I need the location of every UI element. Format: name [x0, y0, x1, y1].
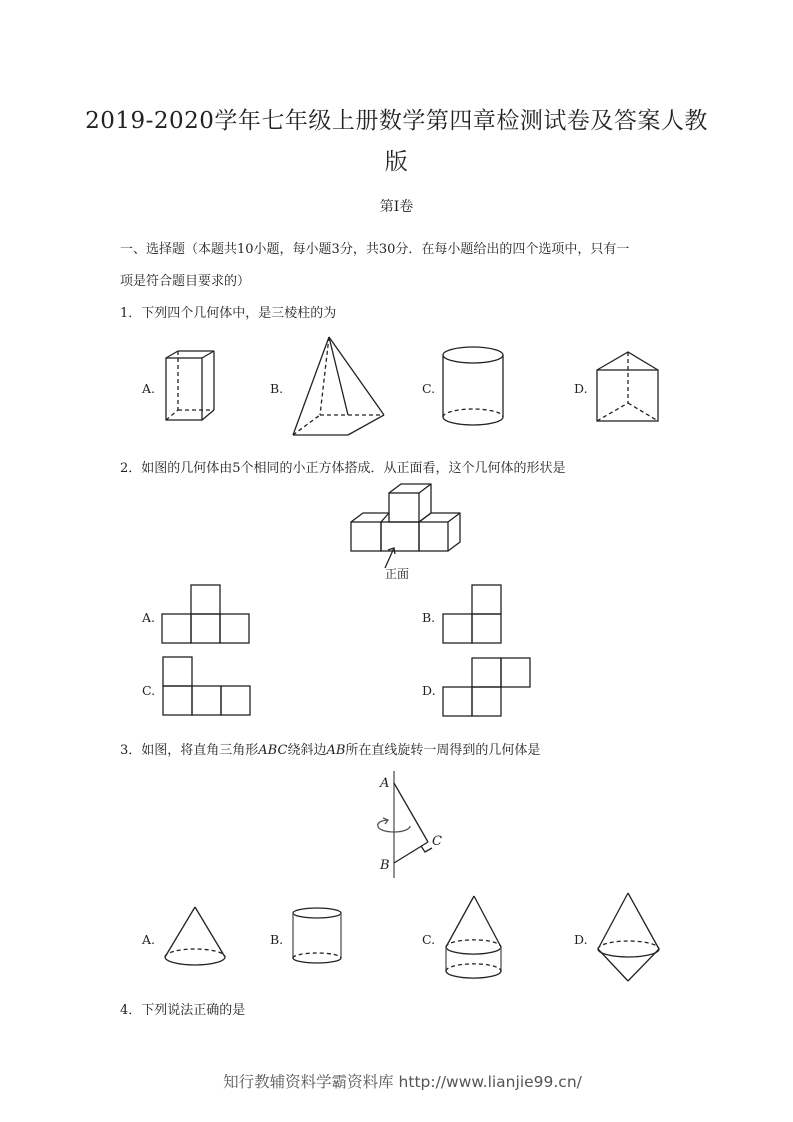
document-title-line2: 版 — [384, 149, 409, 175]
question-3 — [120, 739, 540, 758]
cone-on-cylinder-icon — [443, 893, 508, 983]
q1-option-d-label: D. — [574, 381, 588, 396]
cylinder-icon — [291, 905, 351, 970]
point-b-label: B — [380, 858, 390, 873]
cube-stack-figure — [348, 482, 468, 562]
rectangular-prism-icon — [160, 348, 220, 428]
volume-label: 第Ⅰ卷 — [379, 199, 414, 215]
front-view-option-a — [160, 583, 255, 645]
q1-option-b-label: B. — [270, 381, 284, 396]
square-pyramid-icon — [290, 335, 390, 440]
question-1 — [120, 302, 336, 321]
question-text-part: 所在直线旋转一周得到的几何体是 — [345, 743, 541, 758]
q3-option-d-label: D. — [574, 932, 588, 947]
q1-option-a-label: A. — [142, 381, 156, 396]
q3-option-c-label: C. — [422, 932, 436, 947]
question-text-part: 绕斜边 — [287, 743, 327, 758]
question-text: 如图的几何体由5个相同的小正方体搭成．从正面看，这个几何体的形状是 — [141, 461, 566, 476]
q2-option-a-label: A. — [142, 610, 156, 625]
q3-option-b-label: B. — [270, 932, 284, 947]
front-view-option-c — [161, 655, 256, 719]
section-heading-line2: 项是符合题目要求的） — [120, 274, 251, 289]
cylinder-icon — [440, 345, 510, 435]
question-2 — [120, 457, 566, 476]
question-text: 下列四个几何体中，是三棱柱的为 — [141, 306, 337, 321]
front-view-option-d — [441, 656, 536, 720]
footer-watermark: 知行教辅资料学霸资料库 http://www.lianjie99.cn/ — [223, 1073, 582, 1091]
q1-option-c-label: C. — [422, 381, 436, 396]
question-number: 3． — [120, 743, 142, 758]
cone-icon — [162, 905, 232, 970]
point-c-label: C — [432, 834, 442, 849]
document-title-line1: 2019-2020学年七年级上册数学第四章检测试卷及答案人教 — [85, 108, 708, 134]
hypotenuse-ab: AB — [326, 743, 346, 758]
section-heading-line1: 一、选择题（本题共10小题，每小题3分，共30分．在每小题给出的四个选项中，只有一 — [120, 242, 630, 257]
q2-option-b-label: B. — [422, 610, 436, 625]
question-number: 4． — [120, 1003, 142, 1018]
point-a-label: A — [380, 776, 390, 791]
question-text-part: 如图，将直角三角形 — [141, 743, 259, 758]
question-text: 下列说法正确的是 — [141, 1003, 246, 1018]
triangular-prism-icon — [594, 350, 664, 425]
q2-option-c-label: C. — [142, 683, 156, 698]
double-cone-icon — [595, 890, 665, 985]
question-number: 1． — [120, 306, 142, 321]
question-4 — [120, 999, 245, 1018]
q2-option-d-label: D. — [422, 683, 436, 698]
q3-option-a-label: A. — [142, 932, 156, 947]
front-view-option-b — [441, 583, 506, 645]
rotating-triangle-figure — [360, 768, 460, 883]
question-number: 2． — [120, 461, 142, 476]
triangle-abc: ABC — [258, 743, 288, 758]
front-view-caption: 正面 — [385, 567, 410, 581]
